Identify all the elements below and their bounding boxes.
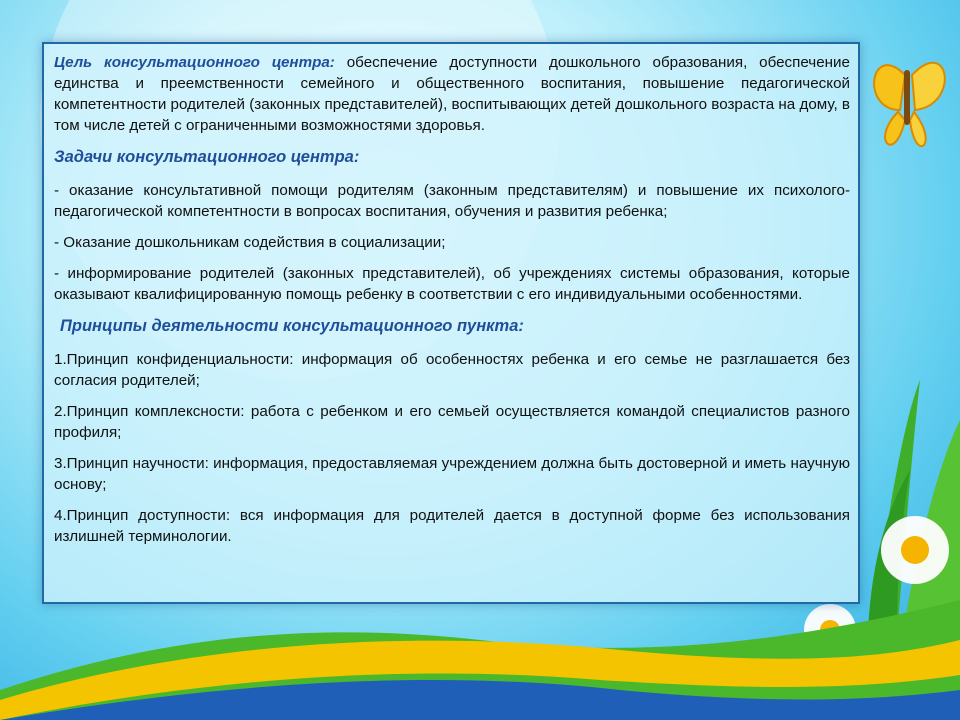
task-item-3: - информирование родителей (законных представителей), об учреждениях системы образования, которые оказывают квалифицированную помощь ребенку в соответствии с его индивидуальными особенностями.: [54, 265, 850, 303]
principle-item-3: 3.Принцип научности: информация, предоставляемая учреждением должна быть достоверной и иметь научную основу;: [54, 455, 850, 493]
goal-paragraph: [54, 52, 850, 136]
goal-heading: Цель консультационного центра:: [54, 54, 335, 71]
task-item-2: - Оказание дошкольникам содействия в социализации;: [54, 234, 446, 251]
content-panel: [42, 42, 860, 604]
principle-item-1: 1.Принцип конфиденциальности: информация об особенностях ребенка и его семье не разглашается без согласия родителей;: [54, 351, 850, 389]
principle-item-4: 4.Принцип доступности: вся информация для родителей дается в доступной форме без использования излишней терминологии.: [54, 507, 850, 545]
principles-heading: Принципы деятельности консультационного пункта:: [60, 317, 524, 335]
principle-item-2: 2.Принцип комплексности: работа с ребенком и его семьей осуществляется командой специалистов разного профиля;: [54, 403, 850, 441]
goal-text: обеспечение доступности дошкольного образования, обеспечение единства и преемственности семейного и общественного воспитания, повышение педагогической компетентности родителей (законных представителей), воспитывающих детей дошкольного возраста на дому, в том числе детей с ограниченными возможностями здоровья.: [54, 54, 850, 134]
butterfly-icon: [874, 63, 945, 146]
tasks-heading: Задачи консультационного центра:: [54, 148, 360, 166]
task-item-1: - оказание консультативной помощи родителям (законным представителям) и повышение их психолого-педагогической компетентности в вопросах воспитания, обучения и развития ребенка;: [54, 182, 850, 220]
